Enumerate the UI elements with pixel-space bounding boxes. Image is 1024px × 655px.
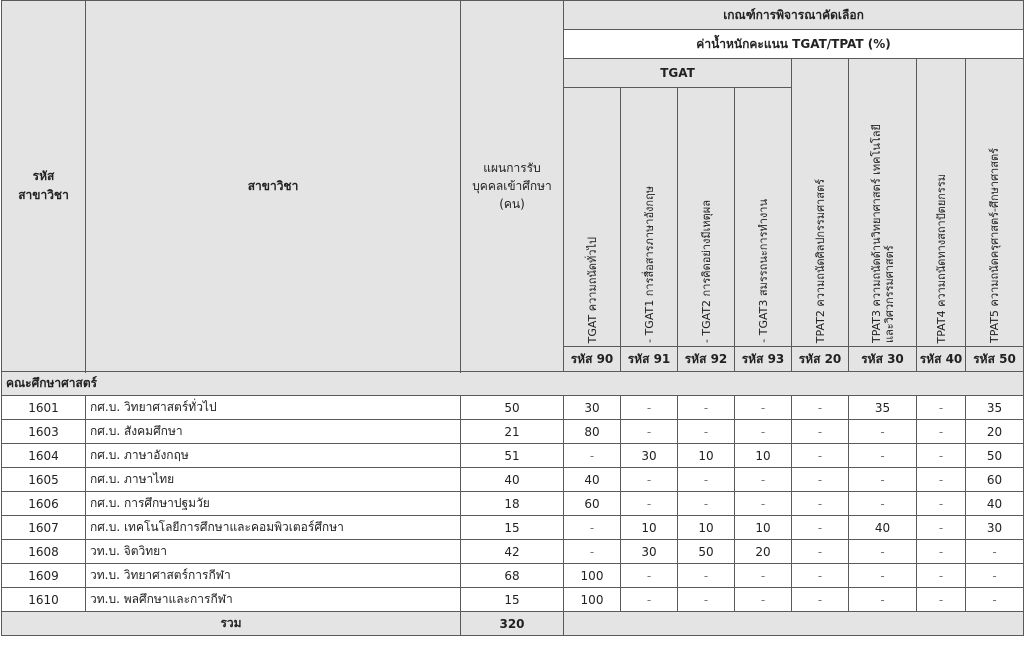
subject-code: รหัส 91	[621, 347, 678, 372]
row-weight: 20	[735, 540, 792, 564]
table-row	[2, 540, 1024, 564]
row-major: กศ.บ. สังคมศึกษา	[86, 420, 461, 444]
row-plan: 15	[461, 516, 564, 540]
row-major: กศ.บ. วิทยาศาสตร์ทั่วไป	[86, 396, 461, 420]
row-weight: -	[678, 420, 735, 444]
header-major: สาขาวิชา	[86, 1, 461, 372]
row-weight: -	[917, 540, 966, 564]
row-weight: 35	[966, 396, 1024, 420]
row-code: 1603	[2, 420, 86, 444]
table-row	[2, 420, 1024, 444]
row-weight: -	[849, 540, 917, 564]
subject-code: รหัส 93	[735, 347, 792, 372]
row-weight: 100	[564, 588, 621, 612]
row-weight: -	[621, 396, 678, 420]
row-major: วท.บ. วิทยาศาสตร์การกีฬา	[86, 564, 461, 588]
row-weight: 10	[678, 516, 735, 540]
row-weight: -	[917, 516, 966, 540]
header-subject-tpat4: TPAT4 ความถนัดทางสถาปัตยกรรม	[917, 59, 966, 347]
row-plan: 18	[461, 492, 564, 516]
subject-code: รหัส 90	[564, 347, 621, 372]
table-row	[2, 444, 1024, 468]
row-weight: -	[678, 492, 735, 516]
total-row	[2, 612, 1024, 636]
row-weight: -	[966, 540, 1024, 564]
row-weight: 50	[966, 444, 1024, 468]
total-label: รวม	[2, 612, 461, 636]
row-weight: -	[792, 444, 849, 468]
row-weight: -	[917, 396, 966, 420]
faculty-row: คณะศึกษาศาสตร์	[2, 372, 1024, 396]
table-row	[2, 396, 1024, 420]
row-code: 1601	[2, 396, 86, 420]
row-weight: -	[735, 588, 792, 612]
row-weight: -	[792, 588, 849, 612]
row-major: กศ.บ. การศึกษาปฐมวัย	[86, 492, 461, 516]
table-row	[2, 516, 1024, 540]
row-weight: 10	[678, 444, 735, 468]
row-code: 1607	[2, 516, 86, 540]
table-row	[2, 492, 1024, 516]
row-weight: -	[917, 468, 966, 492]
header-plan: แผนการรับ บุคคลเข้าศึกษา (คน)	[461, 1, 564, 372]
row-weight: 60	[966, 468, 1024, 492]
table-row	[2, 588, 1024, 612]
row-code: 1610	[2, 588, 86, 612]
row-major: วท.บ. จิตวิทยา	[86, 540, 461, 564]
row-weight: 10	[621, 516, 678, 540]
table-row	[2, 468, 1024, 492]
row-plan: 42	[461, 540, 564, 564]
row-weight: -	[917, 492, 966, 516]
row-weight: -	[917, 420, 966, 444]
row-code: 1606	[2, 492, 86, 516]
row-code: 1609	[2, 564, 86, 588]
row-major: กศ.บ. เทคโนโลยีการศึกษาและคอมพิวเตอร์ศึกษา	[86, 516, 461, 540]
row-weight: -	[621, 420, 678, 444]
row-weight: 60	[564, 492, 621, 516]
header-major-code: รหัส สาขาวิชา	[2, 1, 86, 372]
row-code: 1604	[2, 444, 86, 468]
row-weight: -	[564, 444, 621, 468]
row-weight: 40	[966, 492, 1024, 516]
row-weight: -	[621, 564, 678, 588]
row-weight: -	[917, 588, 966, 612]
row-weight: -	[735, 420, 792, 444]
row-weight: -	[735, 492, 792, 516]
row-weight: 30	[621, 444, 678, 468]
row-weight: -	[621, 468, 678, 492]
header-subject-tpat5: TPAT5 ความถนัดครุศาสตร์-ศึกษาศาสตร์	[966, 59, 1024, 347]
admission-table	[1, 0, 1024, 636]
row-weight: 10	[735, 516, 792, 540]
row-plan: 40	[461, 468, 564, 492]
total-value: 320	[461, 612, 564, 636]
row-weight: -	[849, 444, 917, 468]
row-weight: -	[849, 420, 917, 444]
row-weight: 35	[849, 396, 917, 420]
row-major: กศ.บ. ภาษาอังกฤษ	[86, 444, 461, 468]
row-weight: -	[564, 516, 621, 540]
row-plan: 68	[461, 564, 564, 588]
row-weight: -	[735, 396, 792, 420]
row-weight: -	[917, 444, 966, 468]
header-subject-tpat2: TPAT2 ความถนัดศิลปกรรมศาสตร์	[792, 59, 849, 347]
subject-code: รหัส 92	[678, 347, 735, 372]
row-plan: 15	[461, 588, 564, 612]
row-weight: 50	[678, 540, 735, 564]
table-row	[2, 564, 1024, 588]
row-code: 1605	[2, 468, 86, 492]
header-subject-tpat3: TPAT3 ความถนัดด้านวิทยาศาสตร์ เทคโนโลยี และวิศวกรรมศาสตร์	[849, 59, 917, 347]
row-weight: -	[849, 468, 917, 492]
row-weight: -	[849, 564, 917, 588]
row-weight: 40	[564, 468, 621, 492]
row-weight: -	[792, 516, 849, 540]
header-weights: ค่าน้ำหนักคะแนน TGAT/TPAT (%)	[564, 30, 1024, 59]
row-weight: -	[678, 564, 735, 588]
row-weight: 30	[966, 516, 1024, 540]
row-weight: -	[564, 540, 621, 564]
row-weight: 20	[966, 420, 1024, 444]
subject-code: รหัส 30	[849, 347, 917, 372]
row-weight: 40	[849, 516, 917, 540]
row-weight: -	[735, 468, 792, 492]
row-weight: -	[792, 420, 849, 444]
row-weight: -	[792, 492, 849, 516]
row-weight: -	[678, 468, 735, 492]
row-weight: -	[966, 588, 1024, 612]
row-major: กศ.บ. ภาษาไทย	[86, 468, 461, 492]
row-plan: 21	[461, 420, 564, 444]
row-weight: -	[966, 564, 1024, 588]
row-weight: -	[849, 492, 917, 516]
header-subject-tgat: TGAT ความถนัดทั่วไป	[564, 88, 621, 347]
subject-code: รหัส 20	[792, 347, 849, 372]
total-blank	[564, 612, 1024, 636]
row-plan: 51	[461, 444, 564, 468]
subject-code: รหัส 40	[917, 347, 966, 372]
row-weight: -	[678, 396, 735, 420]
header-subject-tgat2: - TGAT2 การคิดอย่างมีเหตุผล	[678, 88, 735, 347]
row-weight: -	[792, 468, 849, 492]
header-subject-tgat3: - TGAT3 สมรรถนะการทำงาน	[735, 88, 792, 347]
row-weight: -	[621, 492, 678, 516]
header-criteria: เกณฑ์การพิจารณาคัดเลือก	[564, 1, 1024, 30]
row-weight: -	[849, 588, 917, 612]
row-weight: -	[792, 564, 849, 588]
row-major: วท.บ. พลศึกษาและการกีฬา	[86, 588, 461, 612]
row-code: 1608	[2, 540, 86, 564]
row-weight: -	[735, 564, 792, 588]
row-weight: -	[792, 396, 849, 420]
row-weight: 30	[621, 540, 678, 564]
header-subject-tgat1: - TGAT1 การสื่อสารภาษาอังกฤษ	[621, 88, 678, 347]
subject-code: รหัส 50	[966, 347, 1024, 372]
row-plan: 50	[461, 396, 564, 420]
row-weight: 80	[564, 420, 621, 444]
row-weight: 100	[564, 564, 621, 588]
row-weight: -	[621, 588, 678, 612]
row-weight: 30	[564, 396, 621, 420]
row-weight: -	[792, 540, 849, 564]
header-tgat-group: TGAT	[564, 59, 792, 88]
row-weight: -	[678, 588, 735, 612]
row-weight: -	[917, 564, 966, 588]
row-weight: 10	[735, 444, 792, 468]
